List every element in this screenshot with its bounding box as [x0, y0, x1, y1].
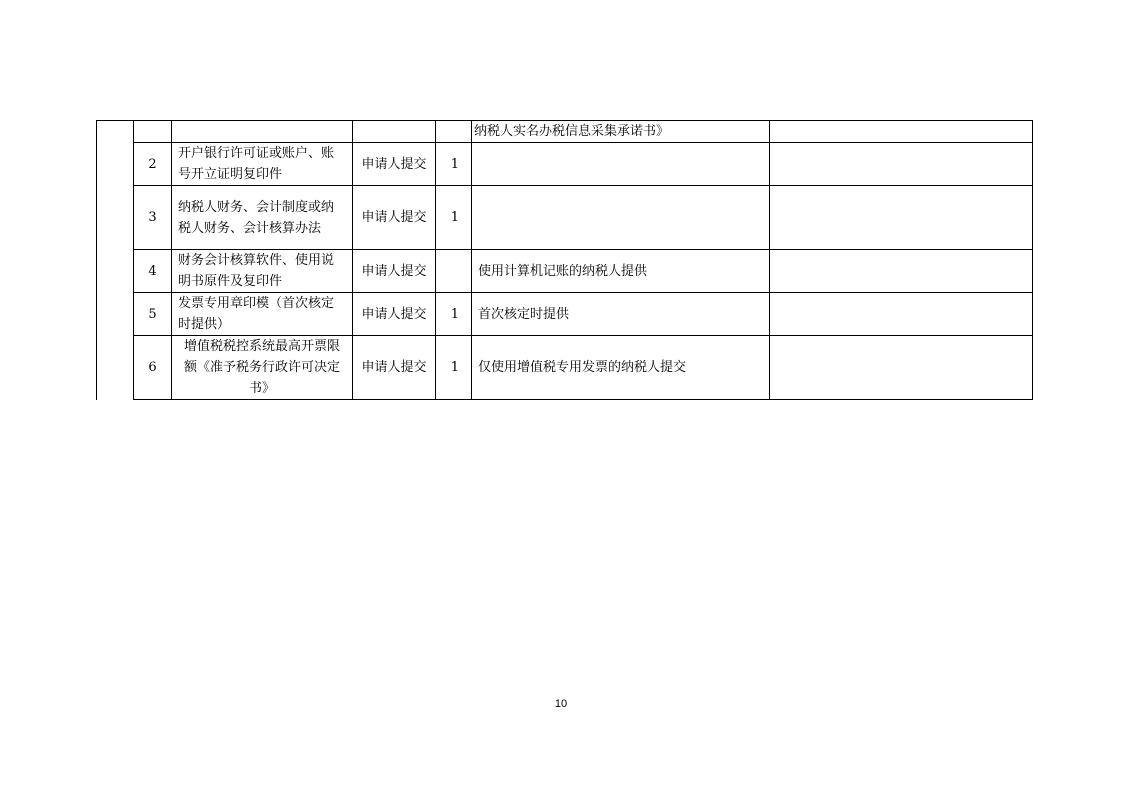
material-name: 财务会计核算软件、使用说明书原件及复印件	[172, 250, 353, 293]
copy-count: 1	[436, 186, 472, 250]
materials-table	[96, 120, 1033, 400]
copy-count	[436, 250, 472, 293]
table-row	[97, 336, 1033, 400]
row-number: 5	[134, 293, 172, 336]
extra-cell	[770, 121, 1033, 143]
material-source: 申请人提交	[353, 336, 436, 400]
table-row	[97, 250, 1033, 293]
material-note	[472, 186, 770, 250]
extra-cell	[770, 143, 1033, 186]
material-note: 首次核定时提供	[472, 293, 770, 336]
extra-cell	[770, 186, 1033, 250]
material-source: 申请人提交	[353, 186, 436, 250]
table-row	[97, 121, 1033, 143]
blank-left-cell	[97, 121, 134, 400]
material-note	[472, 143, 770, 186]
material-source: 申请人提交	[353, 250, 436, 293]
extra-cell	[770, 250, 1033, 293]
material-name: 开户银行许可证或账户、账号开立证明复印件	[172, 143, 353, 186]
material-name: 发票专用章印模（首次核定时提供）	[172, 293, 353, 336]
row-number: 4	[134, 250, 172, 293]
extra-cell	[770, 293, 1033, 336]
table-row	[97, 186, 1033, 250]
material-source: 申请人提交	[353, 143, 436, 186]
material-source: 申请人提交	[353, 293, 436, 336]
extra-cell	[770, 336, 1033, 400]
material-note: 仅使用增值税专用发票的纳税人提交	[472, 336, 770, 400]
row-number: 6	[134, 336, 172, 400]
row-number: 3	[134, 186, 172, 250]
material-note: 纳税人实名办税信息采集承诺书》	[472, 121, 770, 143]
material-note: 使用计算机记账的纳税人提供	[472, 250, 770, 293]
copy-count: 1	[436, 143, 472, 186]
table-row	[97, 293, 1033, 336]
material-name: 纳税人财务、会计制度或纳税人财务、会计核算办法	[172, 186, 353, 250]
material-name: 增值税税控系统最高开票限额《准予税务行政许可决定书》	[172, 336, 353, 400]
row-number: 2	[134, 143, 172, 186]
copy-count	[436, 121, 472, 143]
material-name	[172, 121, 353, 143]
table-row	[97, 143, 1033, 186]
copy-count: 1	[436, 293, 472, 336]
row-number	[134, 121, 172, 143]
copy-count: 1	[436, 336, 472, 400]
page-number: 10	[554, 698, 568, 710]
material-source	[353, 121, 436, 143]
